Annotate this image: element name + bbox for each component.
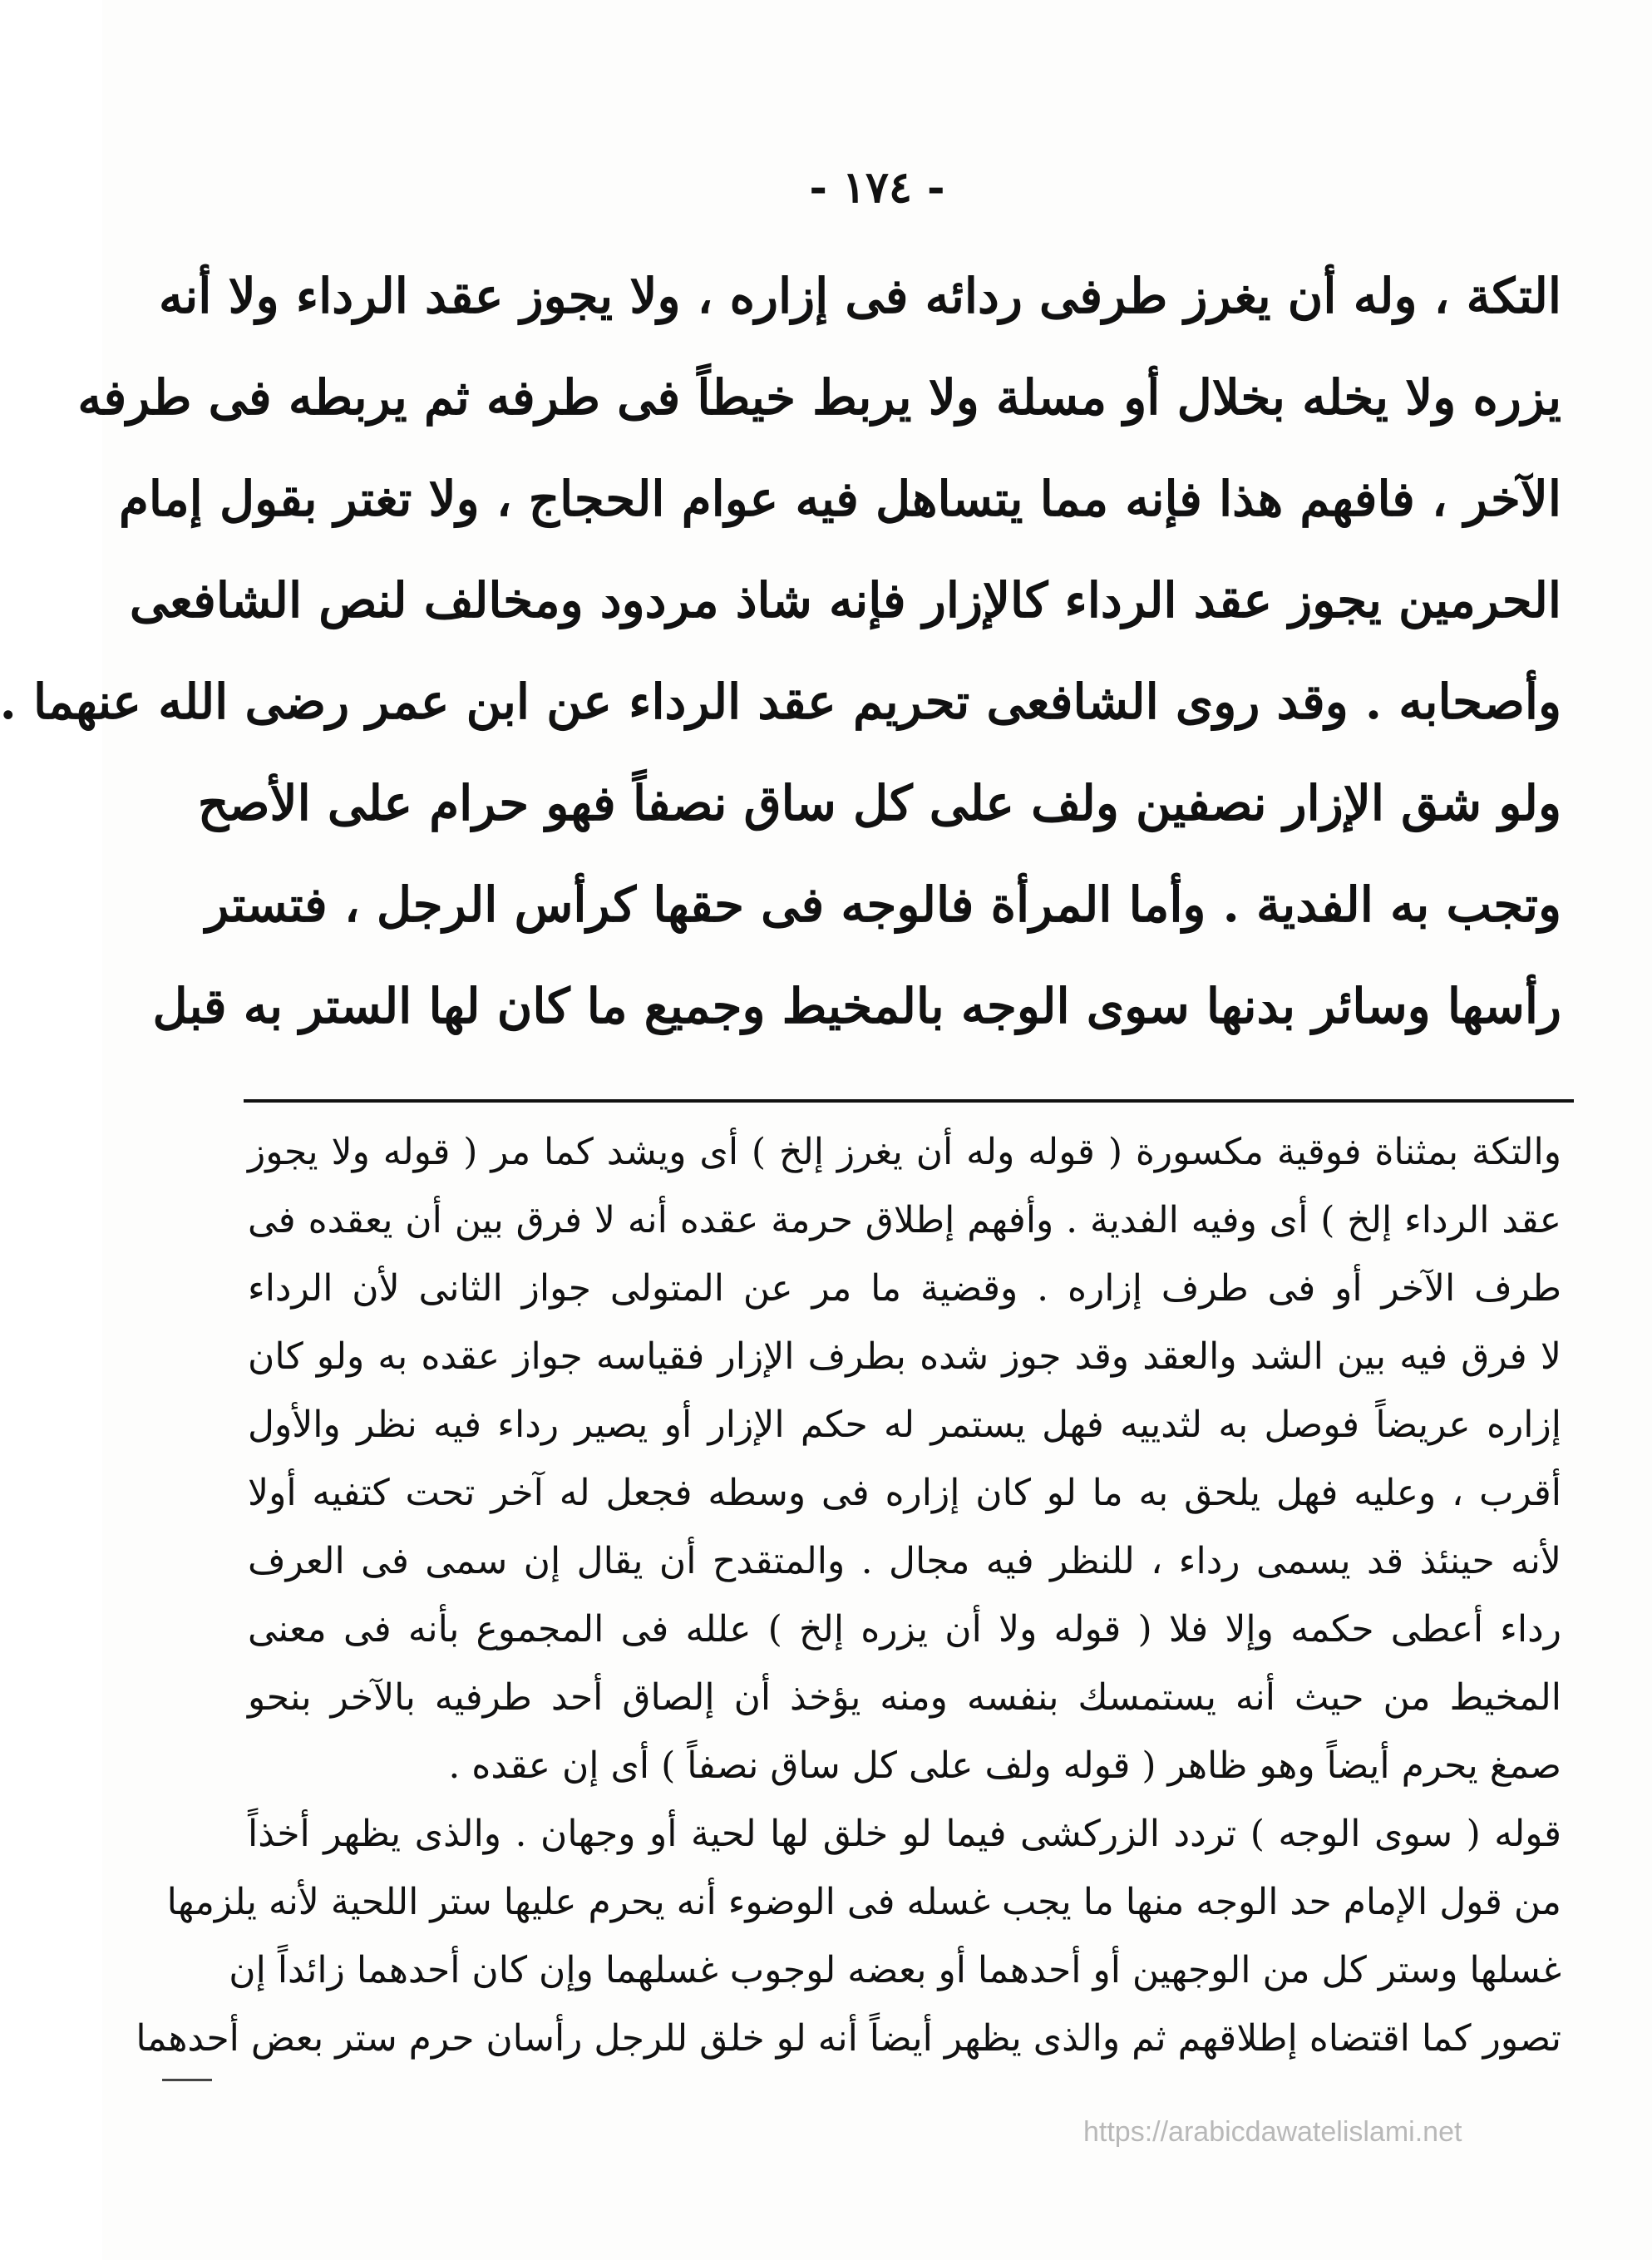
watermark: https://arabicdawatelislami.net: [1083, 2116, 1462, 2148]
main-text-line: الآخر ، فافهم هذا فإنه مما يتساهل فيه عوام الحجاج ، ولا تغتر بقول إمام: [118, 471, 1561, 527]
main-text-line: الحرمين يجوز عقد الرداء كالإزار فإنه شاذ مردود ومخالف لنص الشافعى: [129, 572, 1561, 629]
main-text-line: ولو شق الإزار نصفين ولف على كل ساق نصفاً فهو حرام على الأصح: [197, 775, 1561, 831]
footnote-line: رداء أعطى حكمه وإلا فلا ( قوله ولا أن يزره إلخ ) علله فى المجموع بأنه فى معنى: [248, 1608, 1561, 1651]
main-text-line: يزره ولا يخله بخلال أو مسلة ولا يربط خيطاً فى طرفه ثم يربطه فى طرفه: [77, 369, 1561, 426]
footnote-line: قوله ( سوى الوجه ) تردد الزركشى فيما لو خلق لها لحية أو وجهان . والذى يظهر أخذاً: [248, 1813, 1561, 1855]
footnote-line: والتكة بمثناة فوقية مكسورة ( قوله وله أن يغرز إلخ ) أى ويشد كما مر ( قوله ولا يجوز: [248, 1131, 1561, 1173]
footnote-line: عقد الرداء إلخ ) أى وفيه الفدية . وأفهم إطلاق حرمة عقده أنه لا فرق بين أن يعقده فى: [248, 1199, 1561, 1241]
footnote-line: المخيط من حيث أنه يستمسك بنفسه ومنه يؤخذ أن إلصاق أحد طرفيه بالآخر بنحو: [248, 1676, 1561, 1719]
footnote-line: إزاره عريضاً فوصل به لثدييه فهل يستمر له حكم الإزار أو يصير رداء فيه نظر والأول: [248, 1404, 1561, 1446]
footnote-line: صمغ يحرم أيضاً وهو ظاهر ( قوله ولف على كل ساق نصفاً ) أى إن عقده .: [448, 1744, 1561, 1787]
footnote-line: غسلها وستر كل من الوجهين أو أحدهما أو بعضه لوجوب غسلهما وإن كان أحدهما زائداً إن: [229, 1949, 1561, 1991]
page-number: - ١٧٤ -: [809, 162, 945, 213]
footnote-line: تصور كما اقتضاه إطلاقهم ثم والذى يظهر أيضاً أنه لو خلق للرجل رأسان حرم ستر بعض أحدهما: [136, 2017, 1561, 2060]
footnote-line: أقرب ، وعليه فهل يلحق به ما لو كان إزاره فى وسطه فجعل له آخر تحت كتفيه أولا: [248, 1472, 1561, 1514]
footnote-line: لا فرق فيه بين الشد والعقد وقد جوز شده بطرف الإزار فقياسه جواز عقده به ولو كان: [248, 1335, 1561, 1378]
footnote-line: من قول الإمام حد الوجه منها ما يجب غسله فى الوضوء أنه يحرم عليها ستر اللحية لأنه يلزمها: [166, 1881, 1561, 1923]
margin-mark: [162, 2079, 212, 2081]
footnote-line: لأنه حينئذ قد يسمى رداء ، للنظر فيه مجال . والمتقدح أن يقال إن سمى فى العرف: [248, 1540, 1561, 1582]
footnote-line: طرف الآخر أو فى طرف إزاره . وقضية ما مر عن المتولى جواز الثانى لأن الرداء: [248, 1267, 1561, 1310]
main-text-line: رأسها وسائر بدنها سوى الوجه بالمخيط وجميع ما كان لها الستر به قبل: [152, 978, 1561, 1034]
main-text-line: التكة ، وله أن يغرز طرفى ردائه فى إزاره ، ولا يجوز عقد الرداء ولا أنه: [159, 268, 1561, 324]
footnote-separator-rule: [244, 1099, 1574, 1103]
main-text-line: وتجب به الفدية . وأما المرأة فالوجه فى حقها كرأس الرجل ، فتستر: [205, 876, 1561, 933]
main-text-block: [0, 245, 1561, 1057]
main-text-line: وأصحابه . وقد روى الشافعى تحريم عقد الرداء عن ابن عمر رضى الله عنهما .: [0, 674, 1561, 730]
footnotes-block: [136, 1118, 1561, 2073]
